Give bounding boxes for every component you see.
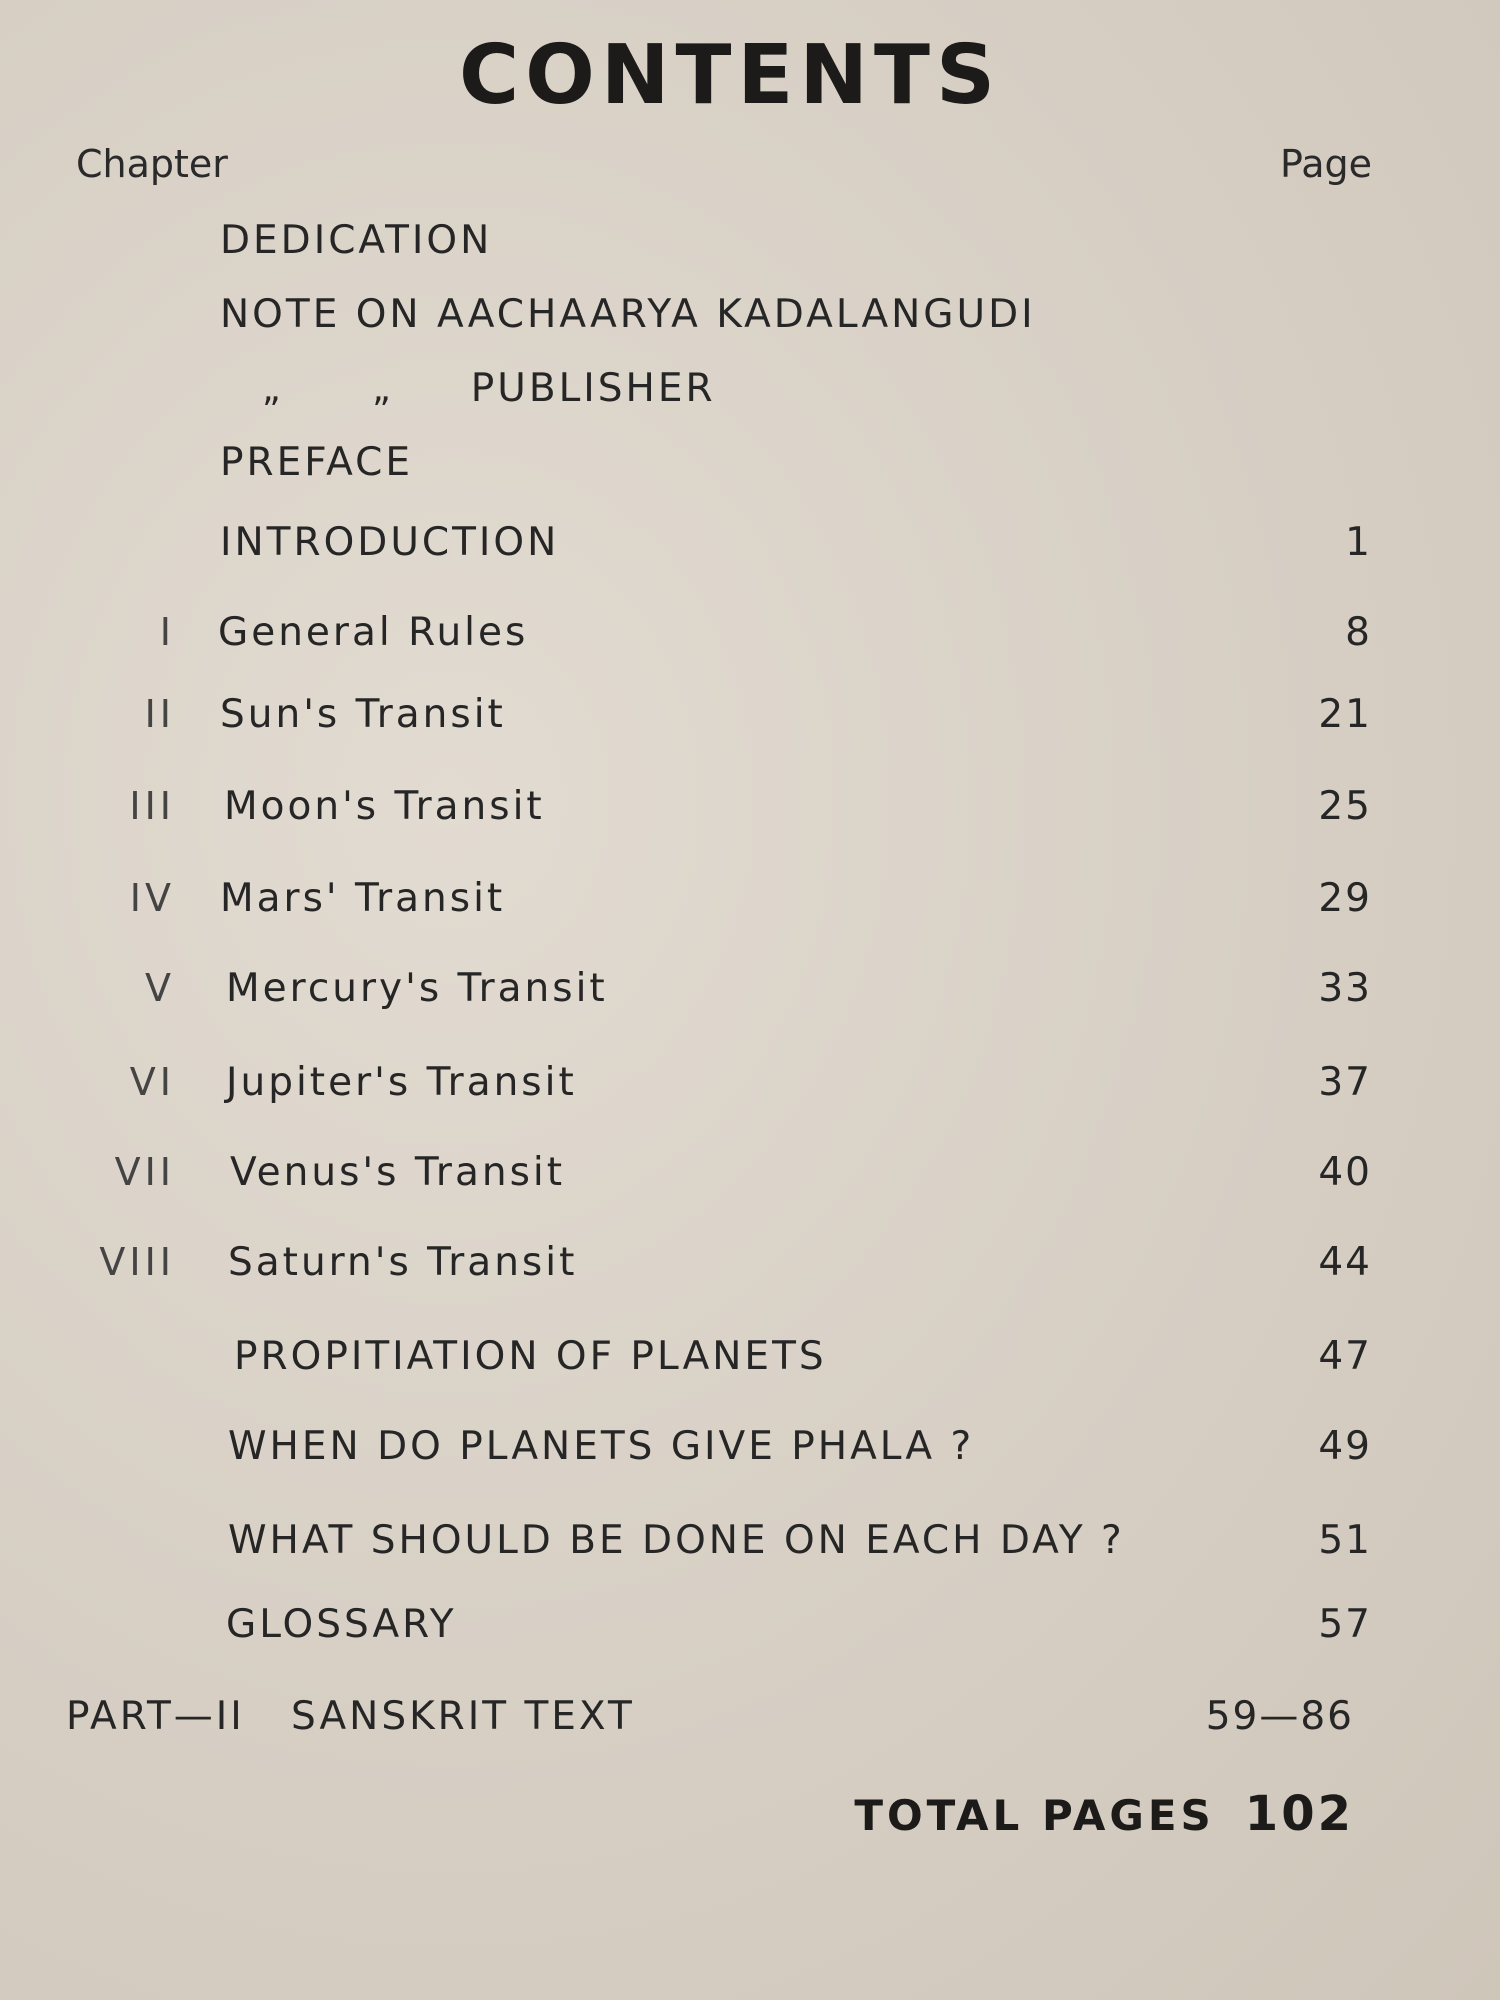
entry-page: 47 [1318,1334,1372,1379]
toc-entry-introduction [0,520,1500,580]
toc-entry-chapter [0,966,1500,1026]
toc-entry-chapter [0,1060,1500,1120]
entry-page: 57 [1318,1602,1372,1647]
entry-page: 44 [1318,1240,1372,1285]
chapter-number: VIII [99,1240,175,1284]
toc-entry-chapter [0,692,1500,752]
ditto-marks: „ „ [262,369,431,410]
toc-entry-preface [0,440,1500,500]
chapter-number: VII [114,1150,175,1194]
toc-entry-chapter [0,610,1500,670]
toc-entry-chapter [0,784,1500,844]
total-value: 102 [1244,1786,1354,1842]
entry-page: 21 [1318,692,1372,737]
chapter-number: II [144,692,175,736]
entry-page: 49 [1318,1424,1372,1469]
chapter-number: I [159,610,175,654]
toc-entry-each-day [0,1518,1500,1578]
entry-page: 59—86 [1205,1694,1354,1739]
page-title: CONTENTS [458,28,1002,123]
entry-label: PUBLISHER [470,366,716,411]
toc-entry-propitiation [0,1334,1500,1394]
entry-label: PROPITIATION OF PLANETS [234,1334,827,1379]
entry-label: NOTE ON AACHAARYA KADALANGUDI [220,292,1036,337]
toc-entry-note-publisher [0,366,1500,426]
entry-page: 37 [1318,1060,1372,1105]
entry-label: Sun's Transit [220,692,506,737]
entry-page: 25 [1318,784,1372,829]
chapter-column-header: Chapter [76,142,228,186]
toc-entry-chapter [0,876,1500,936]
entry-label: Saturn's Transit [228,1240,578,1285]
total-label: TOTAL PAGES [854,1791,1215,1840]
entry-label: GLOSSARY [226,1602,457,1647]
entry-page: 51 [1318,1518,1372,1563]
entry-page: 40 [1318,1150,1372,1195]
toc-entry-dedication [0,218,1500,278]
total-pages [854,1786,1354,1842]
entry-label: General Rules [218,610,529,655]
entry-page: 33 [1318,966,1372,1011]
toc-entry-chapter [0,1240,1500,1300]
entry-label: Jupiter's Transit [226,1060,577,1105]
chapter-number: VI [129,1060,175,1104]
entry-label: Mars' Transit [220,876,506,921]
toc-entry-part-two [0,1694,1500,1754]
entry-label: INTRODUCTION [220,520,560,565]
entry-label: WHAT SHOULD BE DONE ON EACH DAY ? [228,1518,1125,1563]
entry-page: 1 [1345,520,1372,565]
entry-label: DEDICATION [220,218,493,263]
entry-label: Venus's Transit [230,1150,566,1195]
entry-label: PREFACE [220,440,413,485]
toc-entry-chapter [0,1150,1500,1210]
toc-entry-note-author [0,292,1500,352]
page-column-header: Page [1280,142,1372,186]
chapter-number: V [145,966,175,1010]
entry-label: PART—II SANSKRIT TEXT [66,1694,635,1739]
chapter-number: III [129,784,175,828]
chapter-number: IV [129,876,175,920]
entry-label: Moon's Transit [224,784,545,829]
toc-entry-phala [0,1424,1500,1484]
entry-page: 29 [1318,876,1372,921]
entry-label: WHEN DO PLANETS GIVE PHALA ? [228,1424,975,1469]
toc-entry-glossary [0,1602,1500,1662]
entry-label: Mercury's Transit [226,966,608,1011]
entry-page: 8 [1345,610,1372,655]
